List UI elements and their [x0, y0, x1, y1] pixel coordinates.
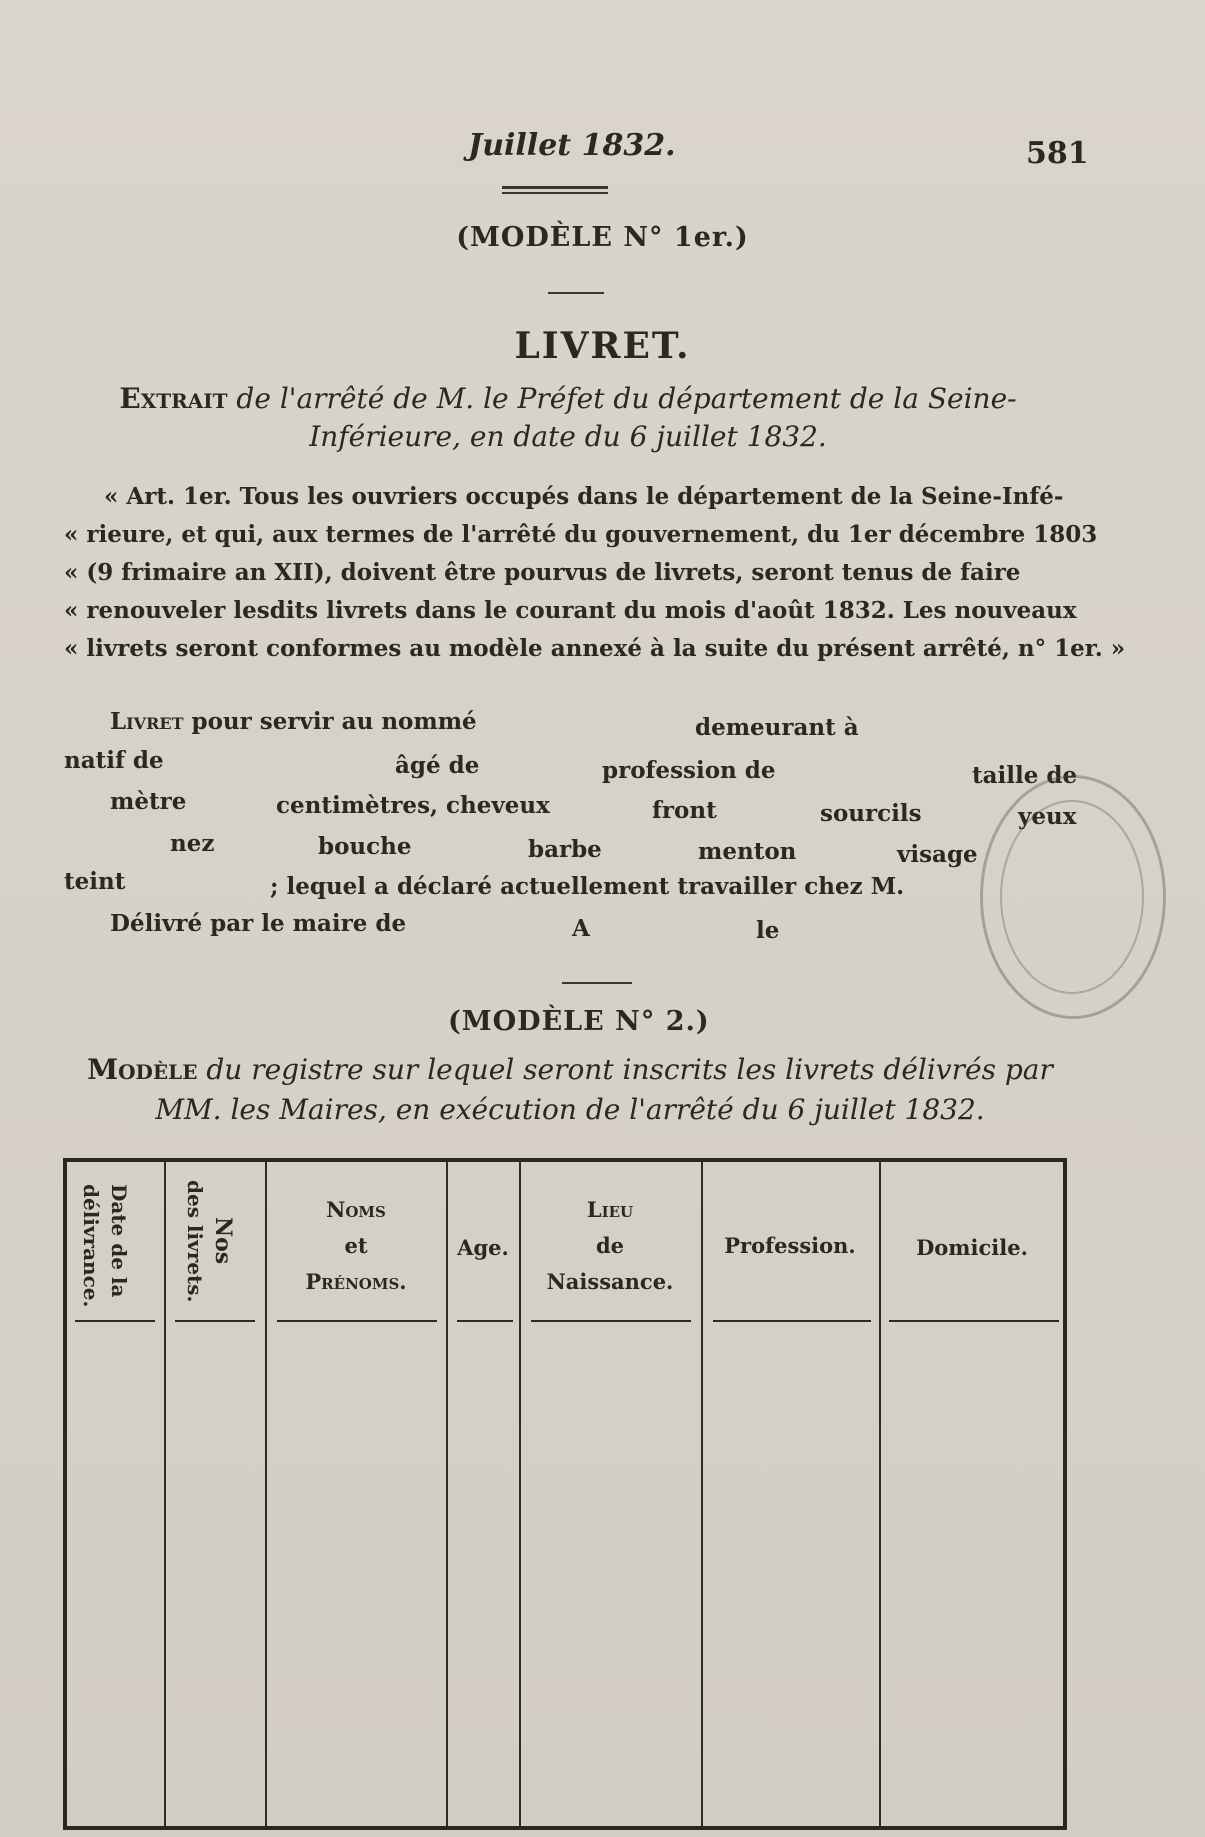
form-yeux: yeux — [1018, 803, 1077, 830]
form-livret-word: Livret — [110, 708, 184, 735]
header-underline — [713, 1320, 871, 1322]
model2-caption-lead: Modèle — [87, 1053, 198, 1086]
form-demeurant: demeurant à — [695, 714, 859, 741]
header-underline — [889, 1320, 1059, 1322]
seal-stamp-inner-ring — [1000, 800, 1144, 994]
column-divider — [164, 1162, 166, 1826]
form-delivre: Délivré par le maire de — [110, 910, 407, 937]
col-header-domicile: Domicile. — [916, 1235, 1028, 1260]
article-line: « Art. 1er. Tous les ouvriers occupés dans le département de la Seine-Infé- — [104, 483, 1064, 510]
model1-rule — [548, 292, 604, 294]
extract-line1: de l'arrêté de M. le Préfet du département de la Seine- — [236, 382, 1017, 415]
col-header-noms — [267, 1192, 445, 1300]
form-front: front — [652, 797, 717, 824]
header-underline — [531, 1320, 691, 1322]
extract-caption — [58, 380, 1078, 456]
form-natif: natif de — [64, 747, 164, 774]
livret-title: LIVRET. — [514, 325, 691, 367]
page-number: 581 — [1026, 136, 1089, 171]
form-a: A — [572, 915, 590, 942]
article-line: « rieure, et qui, aux termes de l'arrêté du gouvernement, du 1er décembre 1803 — [64, 521, 1098, 548]
register-table — [63, 1158, 1067, 1830]
header-underline — [75, 1320, 155, 1322]
col-header-age: Age. — [457, 1235, 509, 1260]
form-taille: taille de — [972, 762, 1078, 789]
col-header-lieu-line3: Naissance. — [546, 1269, 674, 1294]
header-underline — [457, 1320, 513, 1322]
form-barbe: barbe — [528, 836, 602, 863]
col-header-profession: Profession. — [724, 1233, 856, 1258]
form-le: le — [756, 917, 780, 944]
header-rule-double — [502, 192, 608, 194]
col-header-date-line1: Date de la — [107, 1184, 131, 1298]
form-metre: mètre — [110, 788, 187, 815]
form-livret-label — [110, 708, 477, 735]
article-line: « renouveler lesdits livrets dans le courant du mois d'août 1832. Les nouveaux — [64, 597, 1077, 624]
extract-line2: Inférieure, en date du 6 juillet 1832. — [309, 420, 827, 453]
form-profession: profession de — [602, 757, 776, 784]
model1-title: (MODÈLE N° 1er.) — [456, 222, 749, 253]
col-header-lieu-line1: Lieu — [586, 1197, 634, 1222]
col-header-date-line2: délivrance. — [79, 1184, 103, 1308]
col-header-num-line1: Nos — [210, 1217, 236, 1265]
header-underline — [277, 1320, 437, 1322]
model2-caption-line1: du registre sur lequel seront inscrits les livrets délivrés par — [206, 1053, 1053, 1086]
header-underline — [175, 1320, 255, 1322]
form-teint: teint — [64, 868, 126, 895]
form-menton: menton — [698, 838, 797, 865]
model2-rule — [562, 982, 632, 984]
form-age: âgé de — [395, 752, 480, 779]
form-centimetres: centimètres, cheveux — [276, 792, 550, 819]
model2-caption — [60, 1050, 1080, 1130]
col-header-lieu-line2: de — [595, 1233, 625, 1258]
col-header-noms-line3: Prénoms. — [305, 1269, 407, 1294]
article-quote — [64, 478, 1126, 668]
col-header-num-line2: des livrets. — [183, 1180, 207, 1303]
extract-lead: Extrait — [119, 382, 228, 415]
form-lequel: ; lequel a déclaré actuellement travailler chez M. — [270, 873, 905, 900]
col-header-noms-line2: et — [344, 1233, 368, 1258]
running-head: Juillet 1832. — [468, 128, 676, 163]
header-rule — [502, 186, 608, 189]
article-line: « livrets seront conformes au modèle annexé à la suite du présent arrêté, n° 1er. » — [64, 635, 1126, 662]
form-bouche: bouche — [318, 833, 412, 860]
model2-title: (MODÈLE N° 2.) — [448, 1006, 710, 1037]
form-nez: nez — [170, 830, 215, 857]
form-pour-servir: pour servir au nommé — [191, 708, 477, 735]
article-line: « (9 frimaire an XII), doivent être pourvus de livrets, seront tenus de faire — [64, 559, 1021, 586]
form-sourcils: sourcils — [820, 800, 922, 827]
col-header-lieu — [521, 1192, 699, 1300]
col-header-noms-line1: Noms — [326, 1197, 386, 1222]
form-visage: visage — [897, 841, 978, 868]
model2-caption-line2: MM. les Maires, en exécution de l'arrêté du 6 juillet 1832. — [155, 1093, 985, 1126]
